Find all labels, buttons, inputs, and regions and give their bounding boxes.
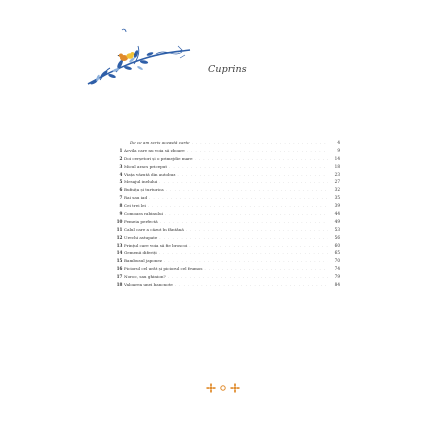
toc-entry[interactable] — [112, 147, 340, 155]
toc-entry[interactable] — [112, 218, 340, 226]
toc-entry[interactable] — [112, 163, 340, 171]
toc-entry[interactable] — [112, 257, 340, 265]
toc-entry-title: Cei trei lei — [124, 203, 146, 209]
toc-entry-number: 13 — [116, 242, 123, 248]
toc-entry-number: 12 — [116, 234, 123, 240]
branch-with-birds-icon — [86, 24, 194, 94]
toc-entry-page: 23 — [334, 171, 340, 177]
toc-entry-title: Gemenii diferiți — [124, 250, 157, 256]
toc-entry-page: 74 — [334, 266, 340, 272]
toc-entry-page: 27 — [334, 179, 340, 185]
toc-entry-number: 7 — [119, 195, 123, 201]
toc-entry-page: 9 — [337, 147, 340, 153]
toc-entry[interactable] — [112, 281, 340, 289]
toc-entry-title: Prințul care voia să fie broscoi — [124, 242, 188, 248]
toc-entry-number: 4 — [119, 171, 123, 177]
toc-entry-page: 32 — [334, 187, 340, 193]
toc-entry-title: Micul aracs priceput — [124, 163, 168, 169]
toc-entry-number: 14 — [116, 250, 123, 256]
flower-ornament-icon — [205, 382, 241, 394]
toc-entry-page: 65 — [334, 250, 340, 256]
toc-entry[interactable] — [112, 265, 340, 273]
toc-entry[interactable] — [112, 210, 340, 218]
toc-entry[interactable] — [112, 139, 340, 147]
toc-entry-number: 2 — [119, 155, 123, 161]
toc-entry-page: 14 — [334, 155, 340, 161]
toc-entry[interactable] — [112, 202, 340, 210]
toc-entry-title: De ce am scris această carte — [130, 140, 190, 145]
toc-entry-number: 18 — [116, 282, 123, 288]
toc-entry-title: Valoarea unei bancnote — [124, 282, 173, 288]
toc-entry-number: 8 — [119, 203, 123, 209]
toc-entry-page: 53 — [334, 226, 340, 232]
toc-entry-page: 79 — [334, 274, 340, 280]
toc-entry-number: 6 — [119, 187, 123, 193]
table-of-contents — [112, 139, 340, 289]
toc-entry[interactable] — [112, 155, 340, 163]
toc-entry-title: Doi cerșetori și o primejdie mare — [124, 155, 193, 161]
toc-entry[interactable] — [112, 273, 340, 281]
toc-entry[interactable] — [112, 226, 340, 234]
page-title: Cuprins — [208, 64, 247, 75]
toc-entry-title: Viața văzută din autobuz — [124, 171, 176, 177]
toc-entry-number: 17 — [116, 274, 123, 280]
toc-entry-title: Bambusul japonez — [124, 258, 162, 264]
toc-entry-title: Calul care a căzut în fântână — [124, 226, 184, 232]
toc-entry-page: 35 — [334, 195, 340, 201]
toc-entry-number: 9 — [119, 211, 123, 217]
toc-entry[interactable] — [112, 171, 340, 179]
toc-entry-page: 60 — [334, 242, 340, 248]
toc-entry-number: 5 — [119, 179, 123, 185]
toc-entry[interactable] — [112, 178, 340, 186]
toc-entry[interactable] — [112, 242, 340, 250]
toc-entry[interactable] — [112, 249, 340, 257]
toc-entry-title: Urechi astupate — [124, 234, 158, 240]
toc-entry-number: 15 — [116, 258, 123, 264]
toc-entry-page: 39 — [334, 203, 340, 209]
toc-entry-page: 44 — [334, 211, 340, 217]
toc-entry-number: 3 — [119, 163, 123, 169]
toc-entry-title: Bufnița și turturica — [124, 187, 164, 193]
toc-entry-page: 84 — [334, 282, 340, 288]
toc-entry-title: Acvila care nu voia să zboare — [124, 147, 185, 153]
toc-entry-number: 10 — [116, 218, 123, 224]
toc-entry[interactable] — [112, 234, 340, 242]
toc-entry[interactable] — [112, 194, 340, 202]
toc-entry-page: 70 — [334, 258, 340, 264]
toc-entry-title: Noroc, sau ghinion? — [124, 274, 166, 280]
toc-entry-page: 4 — [337, 140, 340, 145]
toc-entry-title: Piciorul cel urât și piciorul cel frumos — [124, 266, 203, 272]
toc-entry-title: Femeia perfectă — [124, 218, 158, 224]
toc-entry-title: Rai sau iad — [124, 195, 148, 201]
toc-entry[interactable] — [112, 186, 340, 194]
toc-entry-page: 18 — [334, 163, 340, 169]
toc-entry-page: 49 — [334, 218, 340, 224]
toc-entry-page: 56 — [334, 234, 340, 240]
toc-leader-dots — [175, 282, 328, 290]
toc-entry-title: Comoara rabinului — [124, 211, 163, 217]
toc-entry-number: 11 — [116, 226, 123, 232]
toc-entry-number: 16 — [116, 266, 123, 272]
toc-entry-title: Mesajul inelului — [124, 179, 158, 185]
toc-entry-number: 1 — [119, 147, 123, 153]
